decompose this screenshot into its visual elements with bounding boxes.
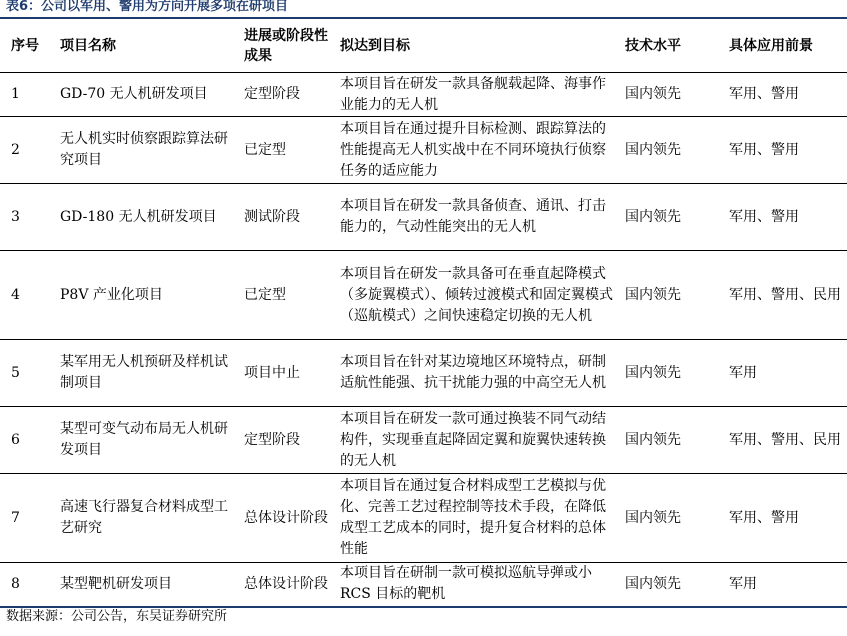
cell-tech: 国内领先 xyxy=(623,117,725,184)
cell-goal: 本项目旨在通过提升目标检测、跟踪算法的性能提高无人机实战中在不同环境执行侦察任务的适应能力 xyxy=(338,117,623,184)
cell-application: 军用 xyxy=(725,340,847,407)
cell-goal: 本项目旨在研发一款具备舰载起降、海事作业能力的无人机 xyxy=(338,73,623,117)
cell-stage: 已定型 xyxy=(240,251,338,340)
cell-application: 军用 xyxy=(725,563,847,607)
header-name: 项目名称 xyxy=(54,18,240,73)
projects-table xyxy=(0,17,847,608)
cell-stage: 已定型 xyxy=(240,117,338,184)
source-note: 数据来源：公司公告，东吴证券研究所 xyxy=(6,609,228,624)
cell-name: 高速飞行器复合材料成型工艺研究 xyxy=(54,474,240,563)
cell-application: 军用、警用、民用 xyxy=(725,407,847,474)
cell-tech: 国内领先 xyxy=(623,184,725,251)
table-row xyxy=(0,474,847,563)
cell-no: 7 xyxy=(0,474,54,563)
table-row xyxy=(0,184,847,251)
cell-tech: 国内领先 xyxy=(623,474,725,563)
cell-no: 4 xyxy=(0,251,54,340)
header-tech: 技术水平 xyxy=(623,18,725,73)
cell-name: GD-180 无人机研发项目 xyxy=(54,184,240,251)
cell-goal: 本项目旨在研制一款可模拟巡航导弹或小 RCS 目标的靶机 xyxy=(338,563,623,607)
table-row xyxy=(0,117,847,184)
cell-tech: 国内领先 xyxy=(623,73,725,117)
table-row xyxy=(0,563,847,607)
header-row xyxy=(0,18,847,73)
cell-stage: 测试阶段 xyxy=(240,184,338,251)
cell-stage: 定型阶段 xyxy=(240,73,338,117)
table-row xyxy=(0,73,847,117)
cell-name: GD-70 无人机研发项目 xyxy=(54,73,240,117)
cell-application: 军用、警用 xyxy=(725,73,847,117)
cell-no: 3 xyxy=(0,184,54,251)
table-row xyxy=(0,251,847,340)
cell-goal: 本项目旨在研发一款具备可在垂直起降模式（多旋翼模式）、倾转过渡模式和固定翼模式（巡航模式）之间快速稳定切换的无人机 xyxy=(338,251,623,340)
header-application: 具体应用前景 xyxy=(725,18,847,73)
cell-no: 2 xyxy=(0,117,54,184)
cell-name: P8V 产业化项目 xyxy=(54,251,240,340)
table-row xyxy=(0,340,847,407)
cell-tech: 国内领先 xyxy=(623,340,725,407)
cell-stage: 总体设计阶段 xyxy=(240,563,338,607)
cell-stage: 总体设计阶段 xyxy=(240,474,338,563)
header-no: 序号 xyxy=(0,18,54,73)
cell-application: 军用、警用 xyxy=(725,474,847,563)
cell-goal: 本项目旨在研发一款具备侦查、通讯、打击能力的，气动性能突出的无人机 xyxy=(338,184,623,251)
cell-name: 无人机实时侦察跟踪算法研究项目 xyxy=(54,117,240,184)
cell-stage: 定型阶段 xyxy=(240,407,338,474)
cell-name: 某型靶机研发项目 xyxy=(54,563,240,607)
cell-stage: 项目中止 xyxy=(240,340,338,407)
cell-application: 军用、警用、民用 xyxy=(725,251,847,340)
cell-tech: 国内领先 xyxy=(623,563,725,607)
header-goal: 拟达到目标 xyxy=(338,18,623,73)
cell-no: 1 xyxy=(0,73,54,117)
cell-name: 某军用无人机预研及样机试制项目 xyxy=(54,340,240,407)
table-caption: 表6：公司以军用、警用为方向开展多项在研项目 xyxy=(6,0,289,14)
cell-tech: 国内领先 xyxy=(623,251,725,340)
cell-application: 军用、警用 xyxy=(725,184,847,251)
cell-application: 军用、警用 xyxy=(725,117,847,184)
cell-no: 8 xyxy=(0,563,54,607)
cell-goal: 本项目旨在研发一款可通过换装不同气动结构件，实现垂直起降固定翼和旋翼快速转换的无人机 xyxy=(338,407,623,474)
cell-name: 某型可变气动布局无人机研发项目 xyxy=(54,407,240,474)
cell-goal: 本项目旨在针对某边境地区环境特点，研制适航性能强、抗干扰能力强的中高空无人机 xyxy=(338,340,623,407)
cell-tech: 国内领先 xyxy=(623,407,725,474)
table-row xyxy=(0,407,847,474)
cell-goal: 本项目旨在通过复合材料成型工艺模拟与优化、完善工艺过程控制等技术手段，在降低成型工艺成本的同时，提升复合材料的总体性能 xyxy=(338,474,623,563)
header-stage: 进展或阶段性成果 xyxy=(240,18,338,73)
cell-no: 6 xyxy=(0,407,54,474)
cell-no: 5 xyxy=(0,340,54,407)
